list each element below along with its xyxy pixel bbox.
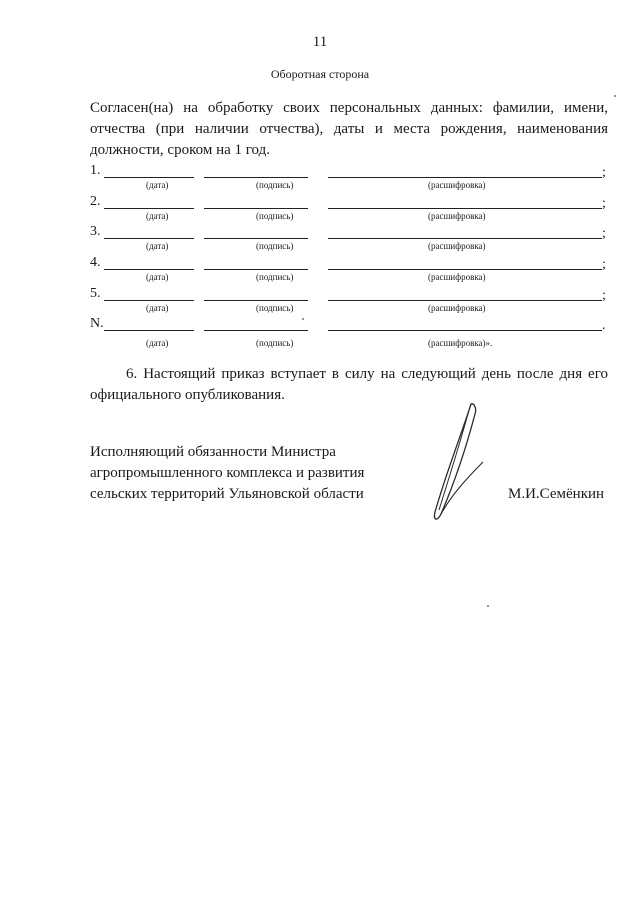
row-number: 4. [90, 255, 101, 270]
decoding-line [328, 208, 602, 209]
consent-paragraph: Согласен(на) на обработку своих персональных данных: фамилии, имени, отчества (при наличии отчества), даты и места рождения, наименования должности, сроком на 1 год. [90, 100, 608, 158]
page-number: 11 [312, 34, 328, 50]
signature-line [204, 208, 308, 209]
signature-line [204, 238, 308, 239]
row-number: 2. [90, 194, 101, 209]
decoding-caption: (расшифровка) [428, 272, 486, 282]
decoding-line [328, 300, 602, 301]
date-caption: (дата) [146, 241, 169, 251]
decoding-line [328, 238, 602, 239]
signature-caption: (подпись) [256, 338, 294, 348]
signature-caption: (подпись) [256, 211, 294, 221]
signature-line [204, 300, 308, 301]
row-end-mark: ; [602, 288, 606, 303]
date-caption: (дата) [146, 338, 169, 348]
signature-row [90, 286, 610, 316]
signer-name: М.И.Семёнкин [508, 486, 605, 502]
scan-speck [302, 318, 304, 320]
decoding-caption: (расшифровка)». [428, 338, 493, 348]
signature-caption: (подпись) [256, 272, 294, 282]
date-caption: (дата) [146, 272, 169, 282]
signature-row [90, 194, 610, 224]
row-number: N. [90, 316, 104, 331]
handwritten-signature [425, 400, 495, 530]
row-number: 1. [90, 163, 101, 178]
row-end-mark: ; [602, 226, 606, 241]
signature-caption: (подпись) [256, 303, 294, 313]
official-title-line-1: Исполняющий обязанности Министра [90, 444, 336, 460]
official-title [90, 442, 390, 505]
decoding-caption: (расшифровка) [428, 303, 486, 313]
decoding-line [328, 269, 602, 270]
signature-line [204, 269, 308, 270]
decoding-line [328, 177, 602, 178]
item-6-paragraph: 6. Настоящий приказ вступает в силу на следующий день после дня его официального опубликования. [90, 366, 608, 403]
row-number: 3. [90, 224, 101, 239]
row-end-mark: ; [602, 165, 606, 180]
row-end-mark: . [602, 318, 606, 333]
official-title-line-3: сельских территорий Ульяновской области [90, 486, 364, 502]
decoding-caption: (расшифровка) [428, 211, 486, 221]
decoding-caption: (расшифровка) [428, 241, 486, 251]
date-line [104, 269, 194, 270]
decoding-line [328, 330, 602, 331]
date-caption: (дата) [146, 180, 169, 190]
date-line [104, 177, 194, 178]
decoding-caption: (расшифровка) [428, 180, 486, 190]
signature-caption: (подпись) [256, 241, 294, 251]
date-line [104, 300, 194, 301]
date-caption: (дата) [146, 303, 169, 313]
scan-speck [614, 95, 616, 97]
signature-row [90, 316, 610, 346]
scan-speck [487, 605, 489, 607]
row-number: 5. [90, 286, 101, 301]
row-end-mark: ; [602, 257, 606, 272]
date-line [104, 330, 194, 331]
signature-row [90, 163, 610, 193]
signature-caption: (подпись) [256, 180, 294, 190]
official-title-line-2: агропромышленного комплекса и развития [90, 465, 365, 481]
signature-line [204, 177, 308, 178]
signature-row [90, 255, 610, 285]
date-line [104, 238, 194, 239]
signature-line [204, 330, 308, 331]
row-end-mark: ; [602, 196, 606, 211]
page-subtitle: Оборотная сторона [270, 67, 370, 81]
date-line [104, 208, 194, 209]
date-caption: (дата) [146, 211, 169, 221]
signature-row [90, 224, 610, 254]
